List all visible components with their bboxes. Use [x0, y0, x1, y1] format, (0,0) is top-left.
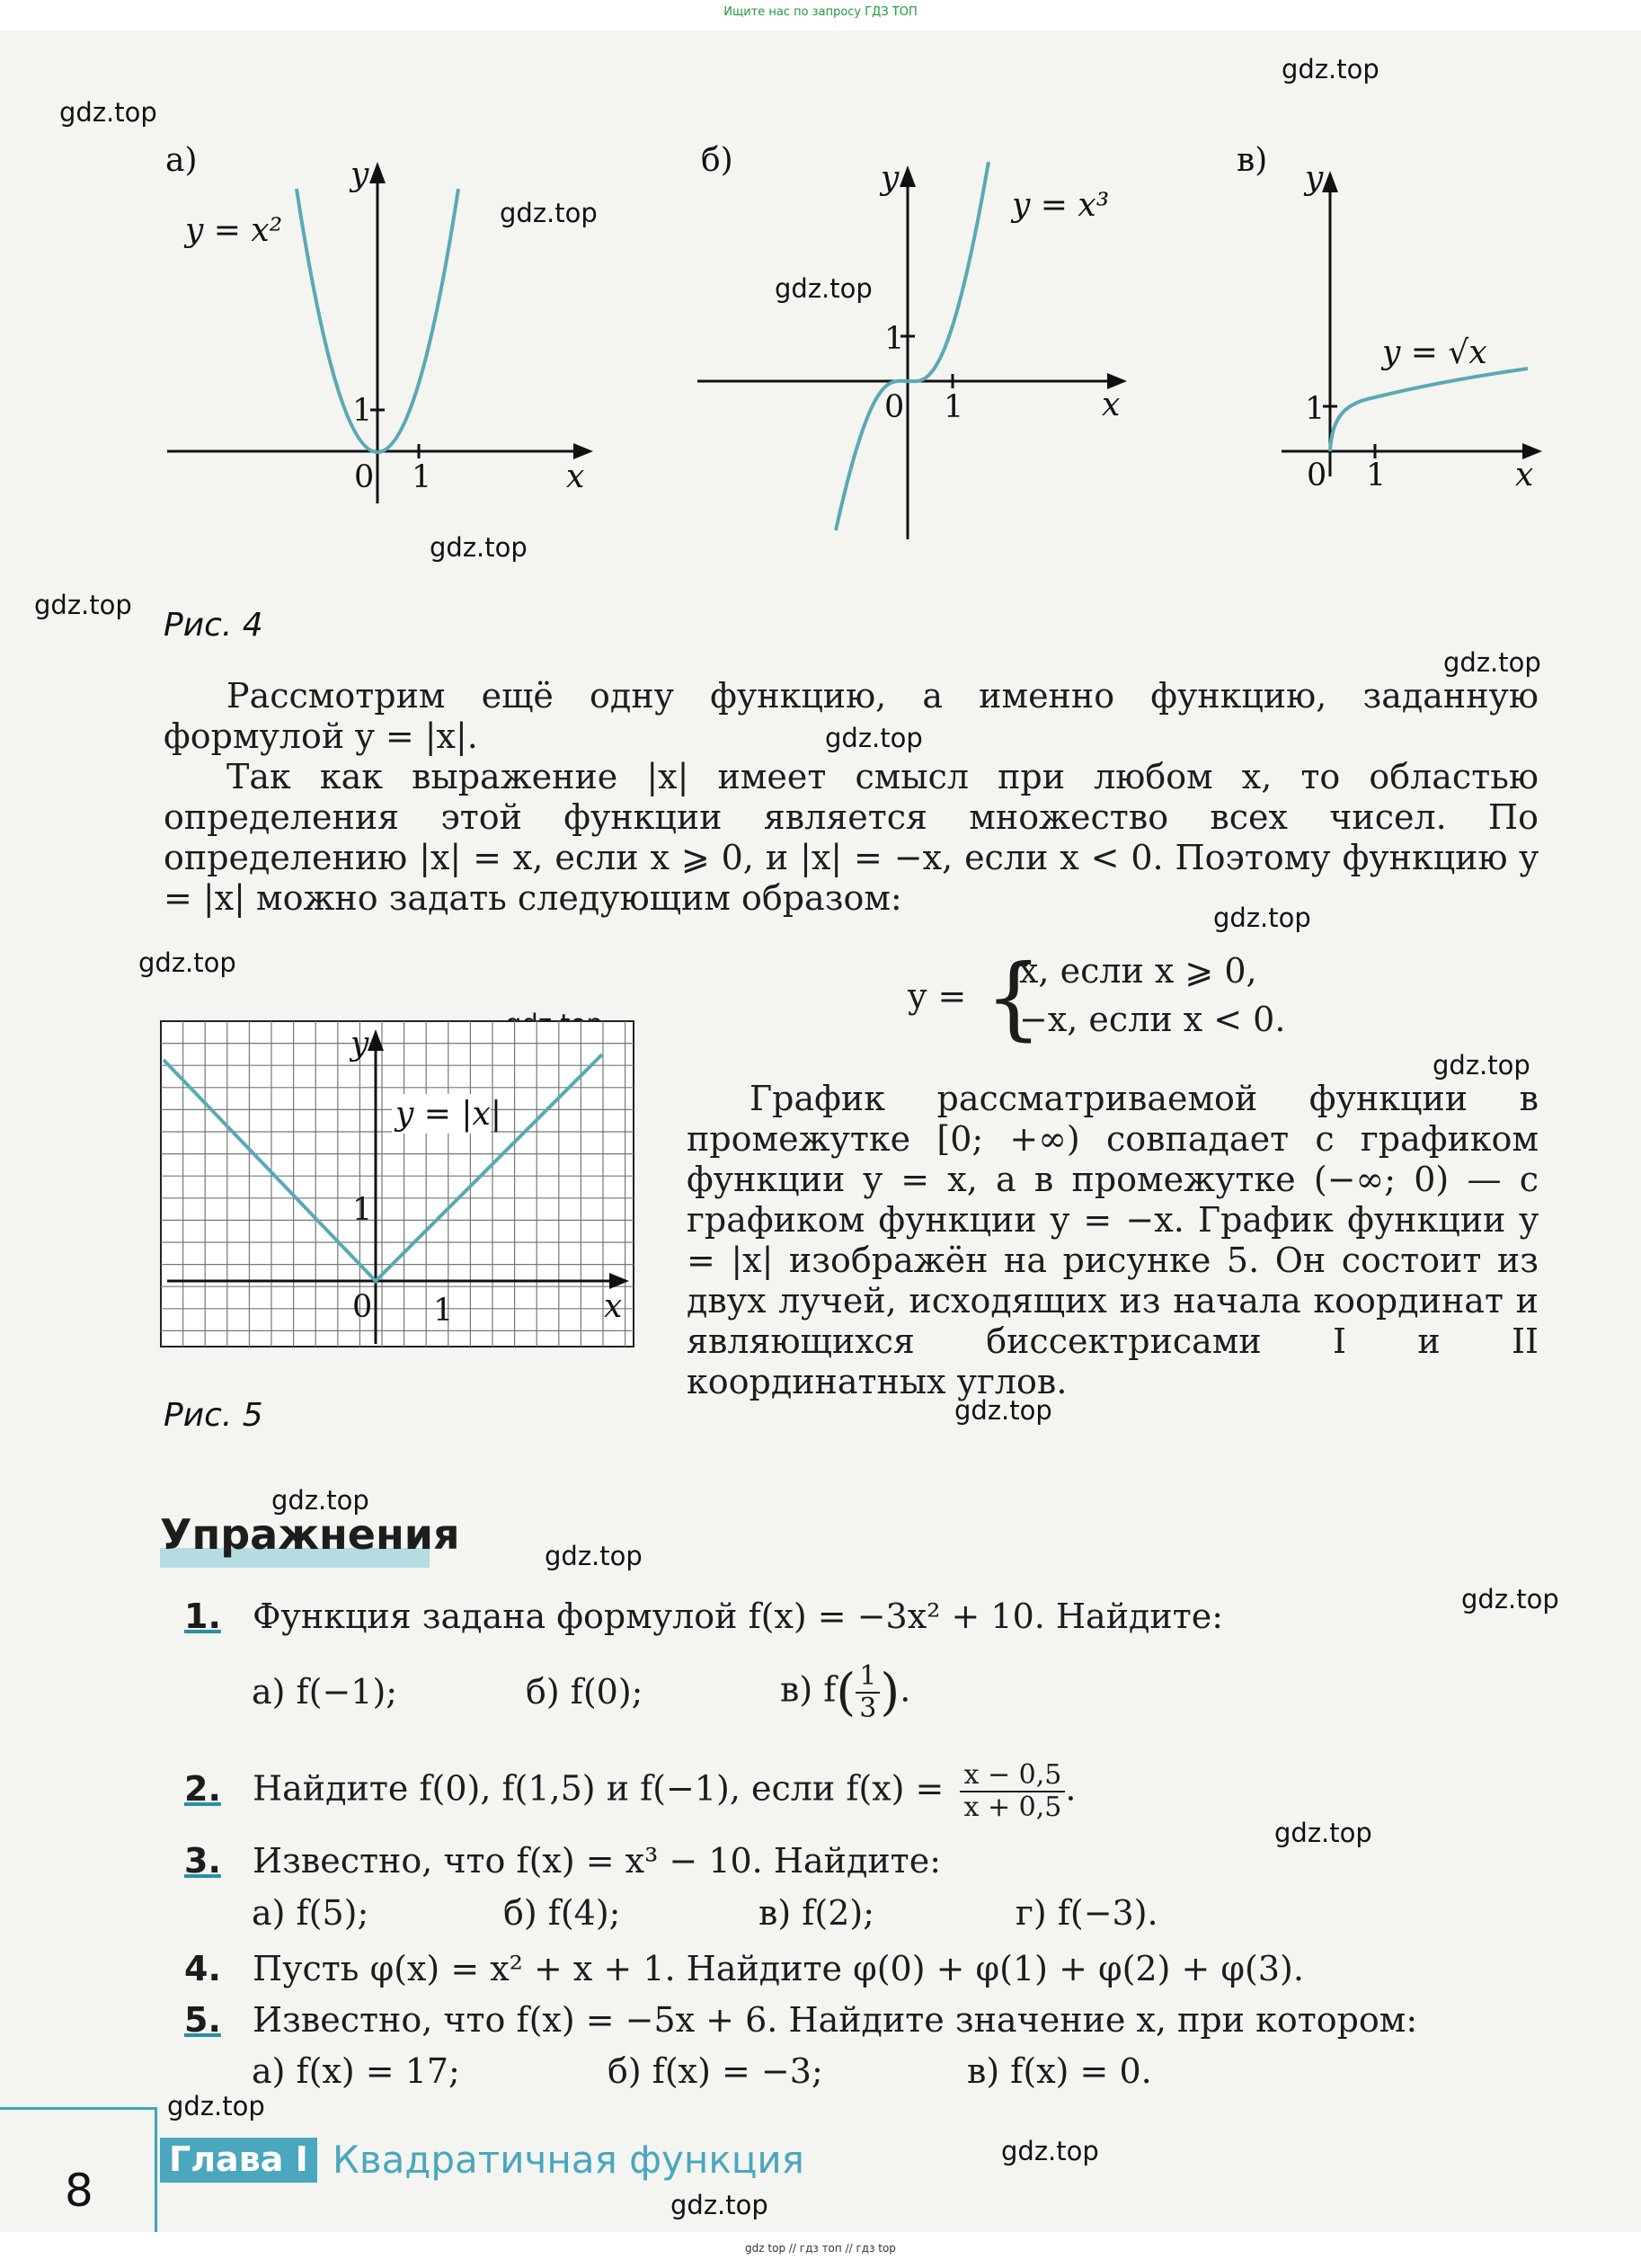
brace-icon: {	[985, 945, 1042, 1050]
formula-label: y = |x|	[395, 1096, 501, 1133]
exercise-1-c: в) f( $\frac{1}{3}$ ).	[780, 1660, 911, 1724]
exercise-text: Известно, что f(x) = −5x + 6. Найдите значение x, при котором:	[253, 2000, 1418, 2040]
x-axis-label: x	[1515, 457, 1534, 494]
exercise-3-d: г) f(−3).	[1016, 1893, 1158, 1933]
bottom-note: gdz top // гдз топ // гдз top	[745, 2242, 896, 2255]
watermark: gdz.top	[775, 273, 873, 304]
x-axis-label: x	[604, 1288, 623, 1325]
graph-b-label: б)	[701, 144, 733, 179]
watermark: gdz.top	[1001, 2136, 1099, 2166]
y-axis-label: y	[1305, 160, 1324, 197]
formula-label: y = √x	[1382, 334, 1487, 371]
figure-4-caption: Рис. 4	[164, 607, 263, 644]
exercise-5	[184, 2000, 1532, 2040]
x-axis-label: x	[566, 458, 585, 495]
exercise-1-a: а) f(−1);	[252, 1672, 398, 1712]
exercise-3-a: а) f(5);	[252, 1893, 369, 1933]
formula-case-1: x, если x ⩾ 0,	[1019, 951, 1257, 991]
tick-x-label: 1	[944, 389, 964, 425]
watermark: gdz.top	[1213, 903, 1311, 933]
tick-y-label: 1	[352, 1192, 373, 1228]
exercise-3-b: б) f(4);	[503, 1893, 621, 1933]
fraction-numerator: x − 0,5	[960, 1760, 1065, 1792]
exercise-1-b: б) f(0);	[526, 1672, 643, 1712]
tick-y-label: 1	[1305, 391, 1326, 427]
exercise-number: 2.	[184, 1768, 221, 1809]
cubic-curve	[836, 162, 989, 530]
watermark: gdz.top	[59, 97, 157, 128]
watermark: gdz.top	[545, 1541, 643, 1571]
y-axis-label: y	[881, 160, 900, 197]
exercise-text: Известно, что f(x) = x³ − 10. Найдите:	[253, 1841, 941, 1881]
exercise-4	[184, 1949, 1532, 1988]
exercise-2: 2. Найдите f(0), f(1,5) и f(−1), если f(x) = $\frac{x - 0,5}{x + 0,5}$ .	[184, 1759, 1077, 1823]
watermark: gdz.top	[430, 532, 528, 563]
exercise-text: Функция задана формулой f(x) = −3x² + 10. Найдите:	[253, 1596, 1224, 1636]
exercise-3-c: в) f(2);	[758, 1893, 874, 1933]
watermark: gdz.top	[1443, 647, 1541, 678]
origin-label: 0	[354, 459, 375, 495]
watermark: gdz.top	[34, 590, 132, 620]
exercise-text: Найдите f(0), f(1,5) и f(−1), если f(x) =	[253, 1768, 945, 1809]
x-axis-arrow-icon	[573, 443, 593, 459]
y-axis-label: y	[350, 156, 369, 193]
paragraph-definition: Так как выражение |x| имеет смысл при любом x, то областью определения этой функции является множество всех чисел. По определению |x| = x, если x ⩾ 0, и |x| = −x, если x < 0. Поэтому функцию y = |x| можно задать следующим образом:	[164, 757, 1539, 918]
origin-label: 0	[884, 389, 905, 425]
origin-label: 0	[352, 1289, 373, 1325]
figure-5-caption: Рис. 5	[164, 1397, 263, 1434]
paragraph-graph-description: График рассматриваемой функции в промежутке [0; +∞) совпадает с графиком функции y = x, а в промежутке (−∞; 0) — с графиком функции y = −x. График функции y = |x| изображён на рисунке 5. Он состоит из двух лучей, исходящих из начала координат и являющихся биссектрисами I и II координатных углов.	[687, 1079, 1539, 1401]
watermark: gdz.top	[138, 947, 236, 978]
exercise-number: 3.	[184, 1841, 221, 1881]
watermark: gdz.top	[167, 2091, 265, 2121]
exercise-number: 4.	[184, 1949, 221, 1988]
tick-y-label: 1	[884, 321, 905, 357]
chapter-badge: Глава I	[160, 2138, 317, 2183]
watermark: gdz.top	[825, 723, 923, 753]
exercise-5-b: б) f(x) = −3;	[608, 2051, 823, 2091]
exercise-3	[184, 1841, 1532, 1881]
exercise-number: 5.	[184, 2000, 221, 2040]
footer-rule	[0, 2107, 155, 2110]
tick-x-label: 1	[412, 459, 432, 495]
exercise-text: Пусть φ(x) = x² + x + 1. Найдите φ(0) + φ(1) + φ(2) + φ(3).	[253, 1949, 1304, 1988]
graph-a-label: а)	[165, 144, 198, 179]
graph-c-label: в)	[1237, 144, 1268, 179]
exercise-number: 1.	[184, 1596, 221, 1636]
watermark: gdz.top	[271, 1485, 369, 1516]
watermark: gdz.top	[500, 198, 598, 228]
tick-x-label: 1	[433, 1293, 454, 1329]
watermark: gdz.top	[1282, 54, 1379, 84]
watermark: gdz.top	[670, 2190, 768, 2220]
x-axis-label: x	[1102, 387, 1121, 423]
formula-lhs: y =	[908, 976, 967, 1016]
exercise-1	[184, 1596, 1532, 1636]
y-axis-arrow-icon	[369, 162, 386, 183]
top-note: Ищите нас по запросу ГДЗ ТОП	[723, 5, 918, 19]
page-number: 8	[65, 2165, 93, 2217]
tick-x-label: 1	[1366, 458, 1387, 494]
exercises-heading: Упражнения	[160, 1510, 460, 1559]
watermark: gdz.top	[1461, 1584, 1559, 1614]
y-axis-arrow-icon	[1322, 171, 1338, 192]
chapter-title: Квадратичная функция	[333, 2138, 804, 2182]
watermark: gdz.top	[954, 1395, 1052, 1426]
graph-cubic	[692, 144, 1141, 557]
fraction-denominator: x + 0,5	[963, 1792, 1062, 1823]
exercise-5-a: а) f(x) = 17;	[252, 2051, 460, 2091]
paragraph-intro: Рассмотрим ещё одну функцию, а именно функцию, заданную формулой y = |x|.	[164, 676, 1539, 756]
watermark: gdz.top	[1433, 1050, 1530, 1081]
graph-absolute-value	[160, 1020, 636, 1348]
origin-label: 0	[1307, 458, 1327, 494]
exercise-5-c: в) f(x) = 0.	[967, 2051, 1152, 2091]
y-axis-label: y	[350, 1026, 369, 1063]
formula-label: y = x³	[1012, 187, 1110, 224]
graph-parabola	[135, 144, 611, 521]
formula-case-2: −x, если x < 0.	[1019, 1000, 1286, 1039]
tick-y-label: 1	[352, 393, 373, 429]
formula-label: y = x²	[185, 212, 283, 249]
y-axis-arrow-icon	[900, 165, 916, 187]
footer-rule-vertical	[155, 2107, 157, 2232]
sqrt-curve	[1330, 369, 1528, 451]
grid-frame	[161, 1021, 634, 1347]
watermark: gdz.top	[1274, 1818, 1372, 1848]
graph-sqrt	[1231, 144, 1555, 503]
